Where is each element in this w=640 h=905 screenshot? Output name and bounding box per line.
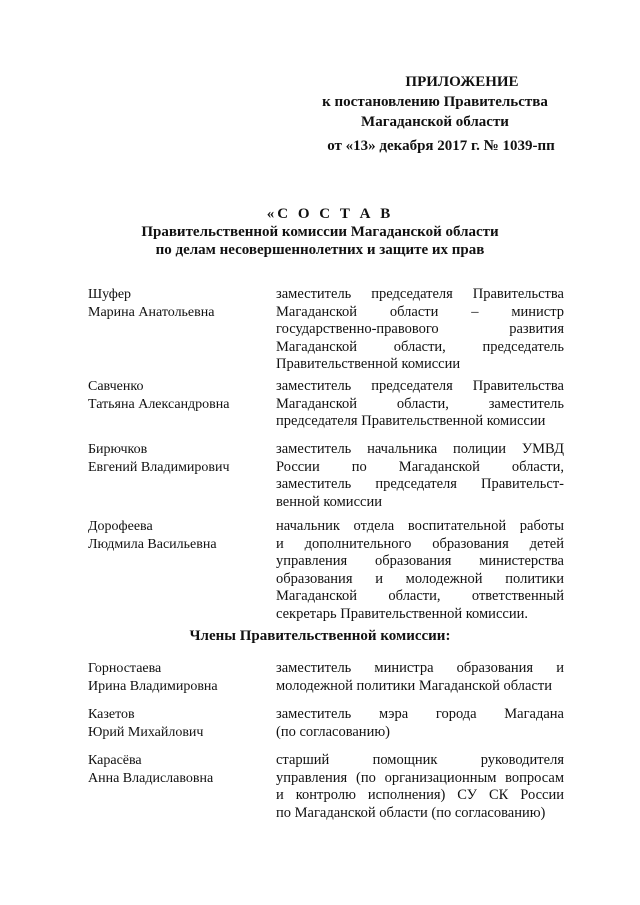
member-position [276,752,564,822]
position-line: заместитель начальника полиции УМВД [276,441,564,457]
position-line: управления образования министерства [276,553,564,569]
member-name [88,706,268,742]
member-position [276,441,564,511]
member-position [276,518,564,623]
document-heading [100,205,540,259]
position-line: образования и молодежной политики [276,570,564,587]
member-given-name: Юрий Михайлович [88,725,204,740]
appendix-title: ПРИЛОЖЕНИЕ [405,74,519,90]
member-surname: Горностаева [88,661,162,676]
member-position [276,378,564,431]
position-line: венной комиссии [276,493,382,510]
member-surname: Дорофеева [88,519,153,534]
member-given-name: Марина Анатольевна [88,305,215,320]
position-line: Магаданской области, ответственный [276,588,564,604]
member-name [88,378,268,414]
position-line: секретарь Правительственной комиссии. [276,605,528,622]
heading-line-2: по делам несовершеннолетних и защите их прав [155,242,485,258]
member-name [88,660,268,696]
position-line: начальник отдела воспитательной работы [276,518,564,534]
position-line: заместитель министра образования и [276,660,564,676]
member-surname: Бирючков [88,442,148,457]
member-name [88,441,268,477]
member-surname: Казетов [88,707,135,722]
position-line: государственно-правового развития [276,321,564,337]
member-position [276,706,564,741]
position-line: (по согласованию) [276,723,390,740]
position-line: заместитель председателя Правительства [276,378,564,394]
member-name [88,286,268,322]
position-line: России по Магаданской области, [276,458,564,475]
position-line: управления (по организационным вопросам [276,769,564,786]
position-line: и дополнительного образования детей [276,535,564,552]
position-line: заместитель председателя Правительства [276,286,564,302]
member-position [276,660,564,695]
position-line: Магаданской области, заместитель [276,395,564,412]
member-surname: Савченко [88,379,144,394]
position-line: Правительственной комиссии [276,356,461,372]
position-line: и контролю исполнения) СУ СК России [276,787,564,803]
appendix-line-2: Магаданской области [361,114,509,130]
member-given-name: Татьяна Александровна [88,397,230,412]
position-line: Магаданской области, председатель [276,338,564,355]
member-name [88,752,268,788]
member-position [276,286,564,374]
appendix-line-1: к постановлению Правительства [322,94,548,110]
position-line: Магаданской области – министр [276,303,564,320]
position-line: председателя Правительственной комиссии [276,413,546,429]
member-surname: Шуфер [88,287,132,302]
heading-line-1: Правительственной комиссии Магаданской области [141,224,499,240]
member-given-name: Ирина Владимировна [88,679,218,694]
member-given-name: Людмила Васильевна [88,537,217,552]
position-line: старший помощник руководителя [276,752,564,768]
position-line: заместитель мэра города Магадана [276,706,564,722]
appendix-block [300,72,570,156]
appendix-resolution-ref: от «13» декабря 2017 г. № 1039-пп [327,138,555,154]
member-name [88,518,268,554]
member-given-name: Евгений Владимирович [88,460,230,475]
heading-title: «С О С Т А В [266,206,394,222]
members-heading: Члены Правительственной комиссии: [189,628,451,644]
position-line: молодежной политики Магаданской области [276,677,553,694]
member-surname: Карасёва [88,753,142,768]
position-line: заместитель председателя Правительст- [276,476,564,492]
position-line: по Магаданской области (по согласованию) [276,804,546,821]
member-given-name: Анна Владиславовна [88,771,214,786]
